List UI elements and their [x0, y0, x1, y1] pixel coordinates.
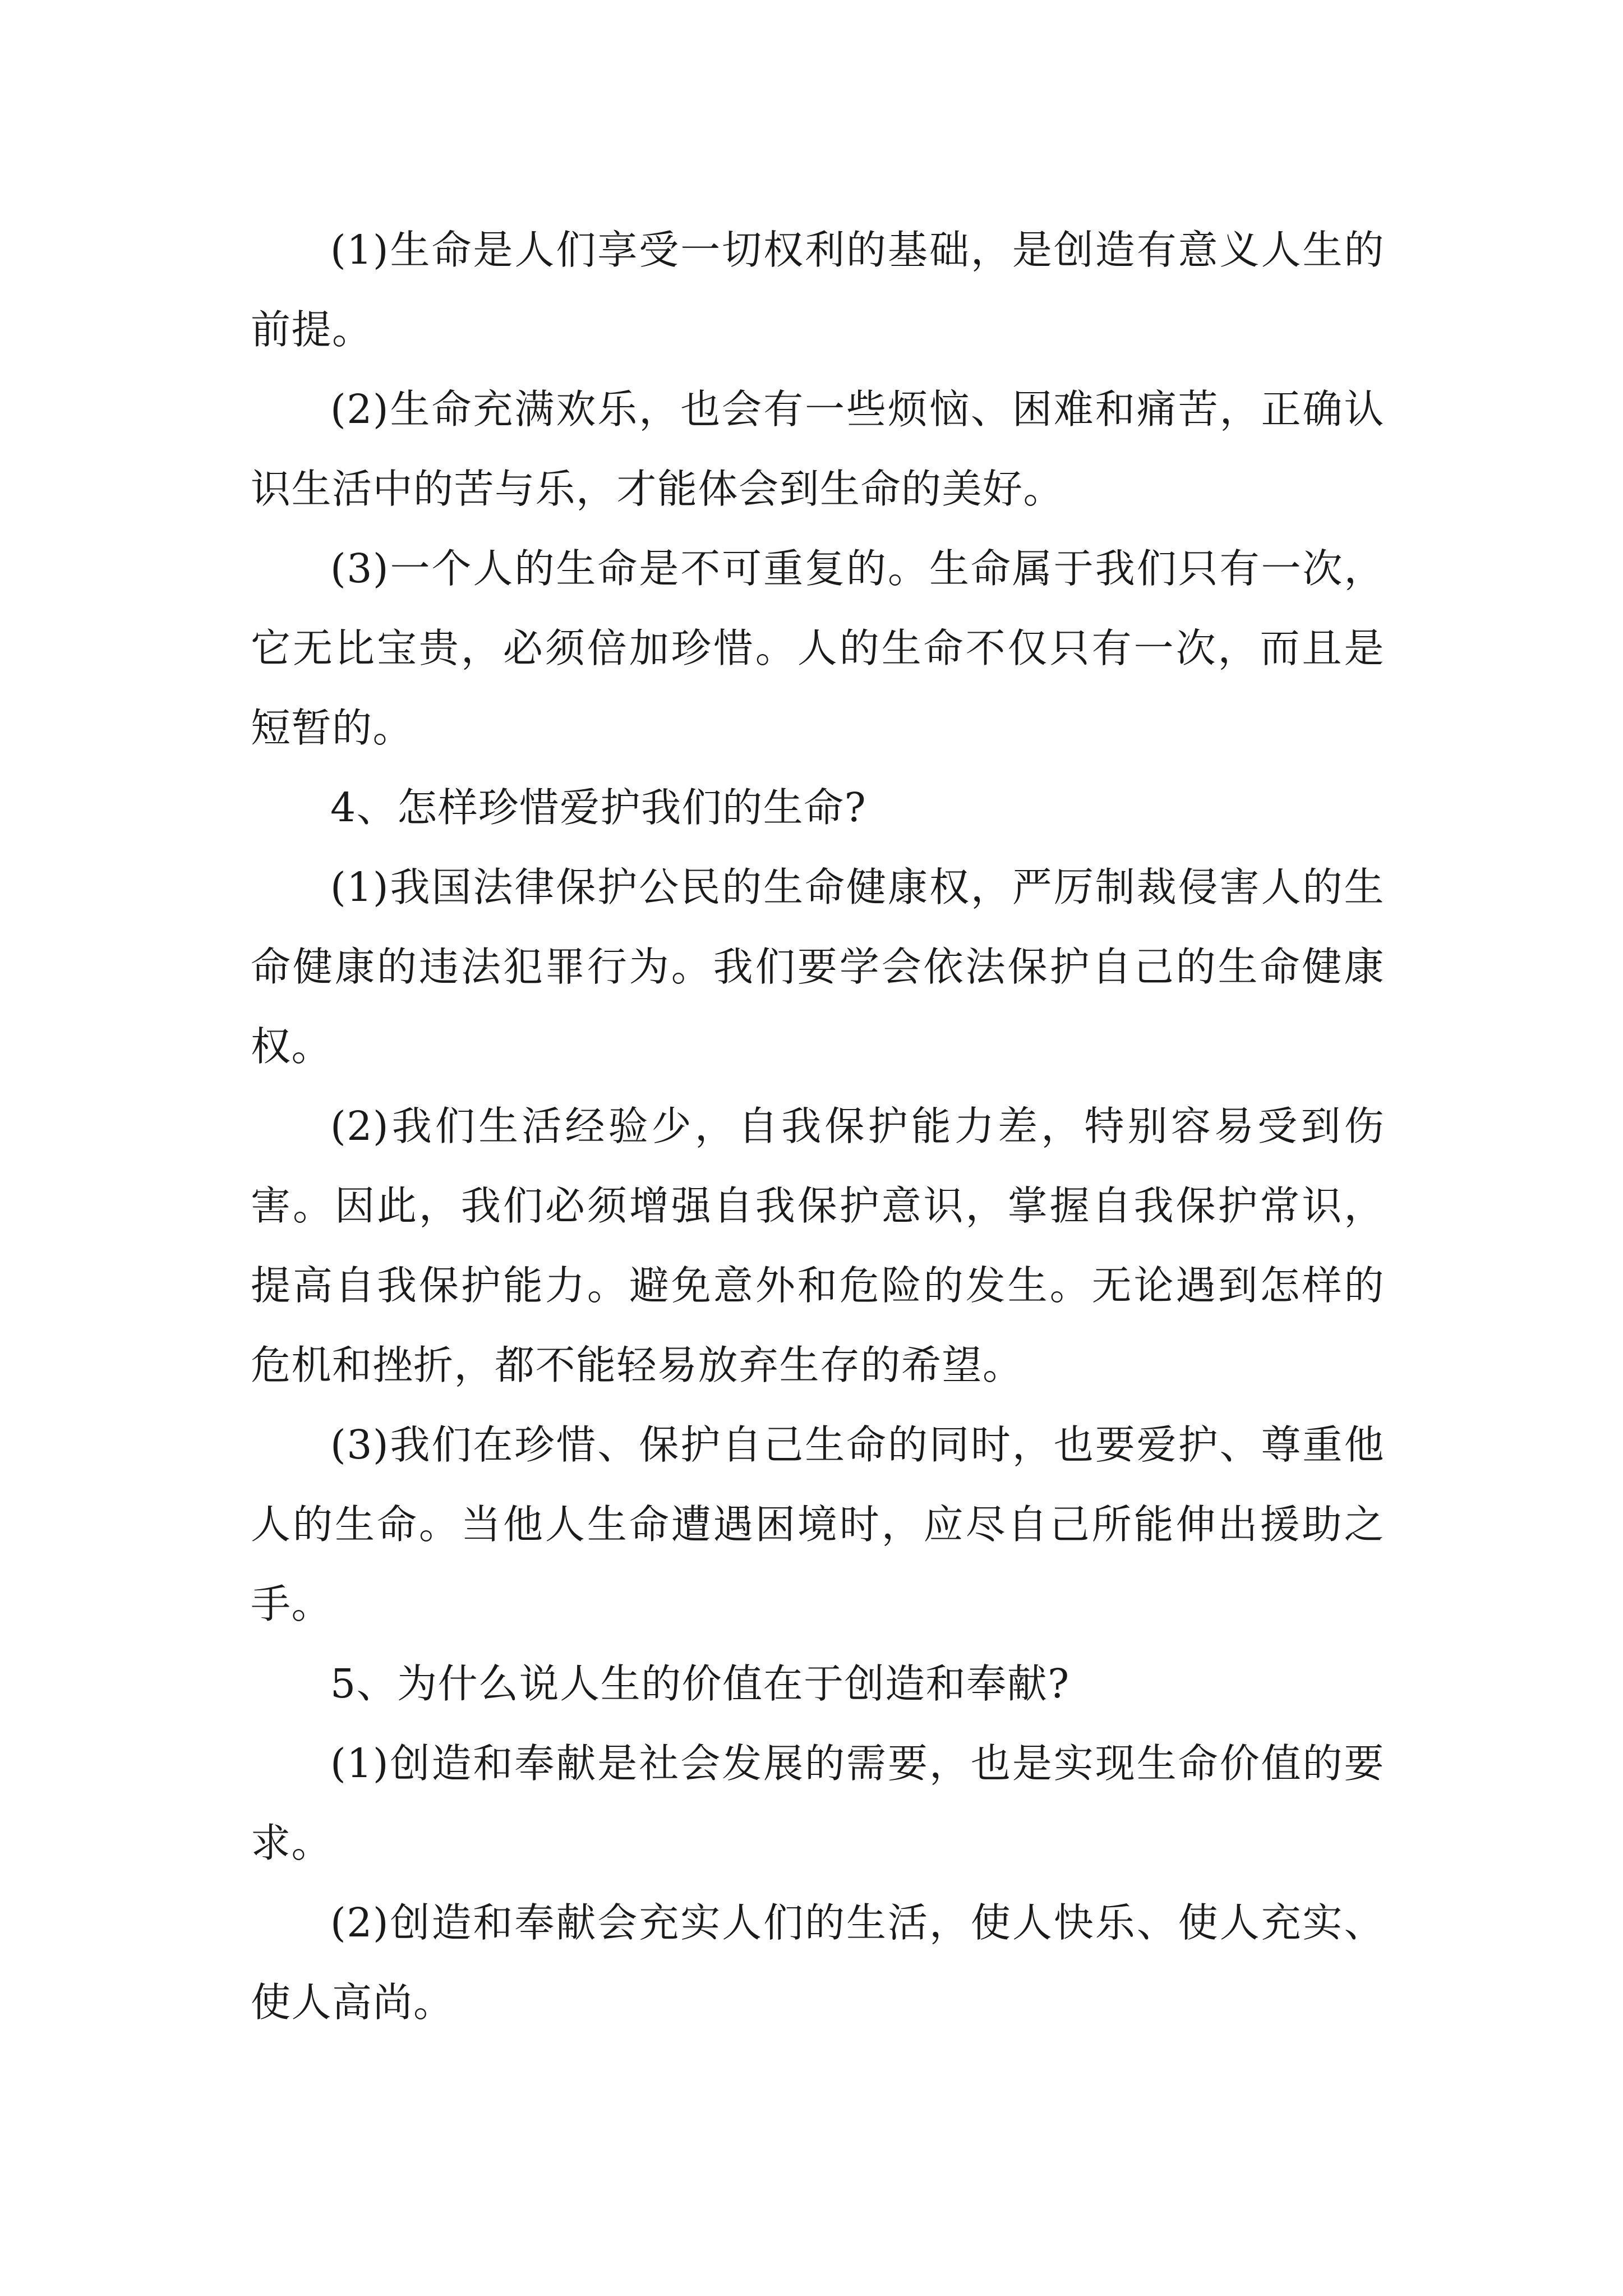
paragraph-10: (2)创造和奉献会充实人们的生活，使人快乐、使人充实、使人高尚。	[251, 1899, 1385, 2026]
paragraph-3: (3)一个人的生命是不可重复的。生命属于我们只有一次，它无比宝贵，必须倍加珍惜。人的生命不仅只有一次，而且是短暂的。	[251, 545, 1385, 751]
paragraph-1: (1)生命是人们享受一切权利的基础，是创造有意义人生的前提。	[251, 227, 1385, 353]
document-body	[251, 210, 1385, 2042]
question-heading-5: 5、为什么说人生的价值在于创造和奉献?	[330, 1660, 1070, 1707]
paragraph-7: (3)我们在珍惜、保护自己生命的同时，也要爱护、尊重他人的生命。当他人生命遭遇困境时，应尽自己所能伸出援助之手。	[251, 1421, 1385, 1627]
question-heading-4: 4、怎样珍惜爱护我们的生命?	[330, 784, 867, 831]
paragraph-9: (1)创造和奉献是社会发展的需要，也是实现生命价值的要求。	[251, 1740, 1385, 1866]
paragraph-2: (2)生命充满欢乐，也会有一些烦恼、困难和痛苦，正确认识生活中的苦与乐，才能体会到生命的美好。	[251, 386, 1385, 512]
paragraph-6: (2)我们生活经验少，自我保护能力差，特别容易受到伤害。因此，我们必须增强自我保护意识，掌握自我保护常识，提高自我保护能力。避免意外和危险的发生。无论遇到怎样的危机和挫折，都不能轻易放弃生存的希望。	[251, 1103, 1385, 1388]
paragraph-5: (1)我国法律保护公民的生命健康权，严厉制裁侵害人的生命健康的违法犯罪行为。我们要学会依法保护自己的生命健康权。	[251, 864, 1385, 1070]
